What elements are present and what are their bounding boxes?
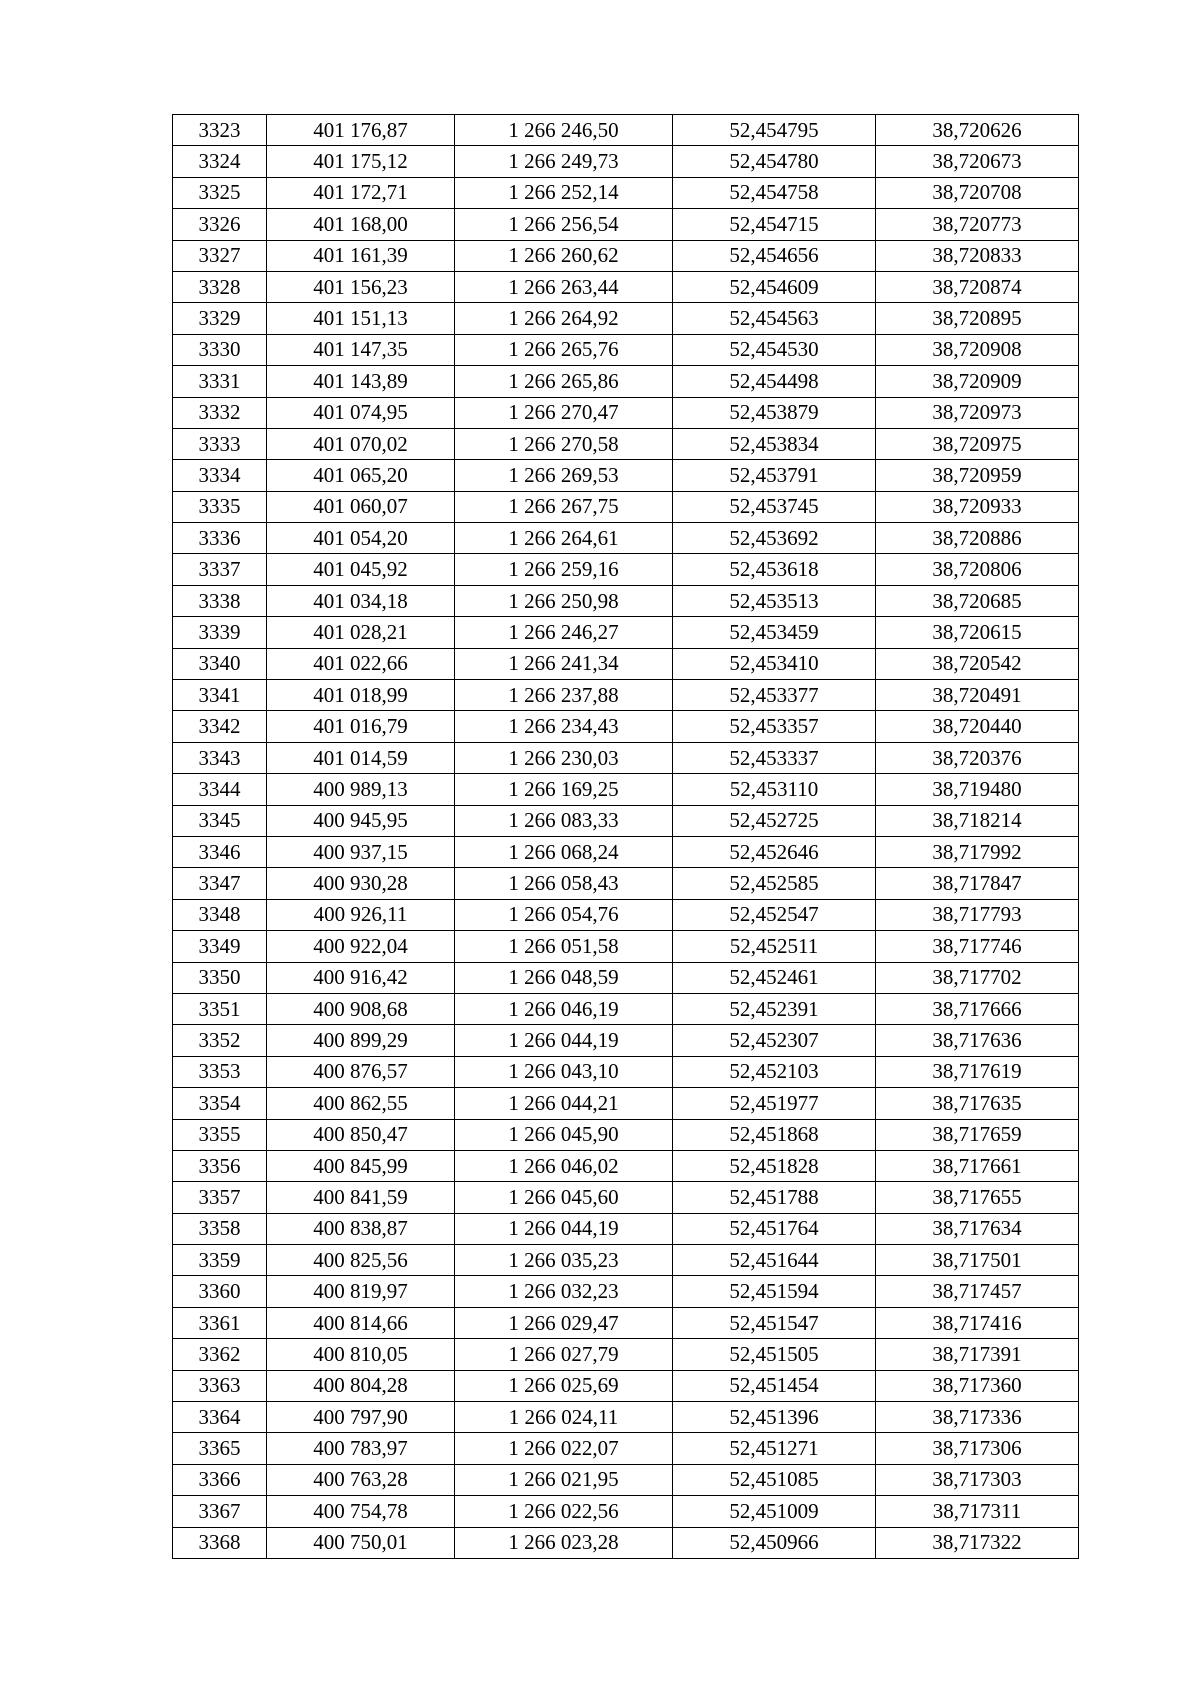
y-coordinate-cell: 1 266 044,19 bbox=[455, 1213, 673, 1244]
y-coordinate-cell: 1 266 025,69 bbox=[455, 1370, 673, 1401]
y-coordinate-cell: 1 266 252,14 bbox=[455, 177, 673, 208]
y-coordinate-cell: 1 266 259,16 bbox=[455, 554, 673, 585]
latitude-cell: 52,454498 bbox=[673, 366, 876, 397]
longitude-cell: 38,720773 bbox=[876, 209, 1079, 240]
y-coordinate-cell: 1 266 265,86 bbox=[455, 366, 673, 397]
longitude-cell: 38,720708 bbox=[876, 177, 1079, 208]
longitude-cell: 38,717661 bbox=[876, 1150, 1079, 1181]
x-coordinate-cell: 400 930,28 bbox=[267, 868, 455, 899]
y-coordinate-cell: 1 266 058,43 bbox=[455, 868, 673, 899]
x-coordinate-cell: 401 054,20 bbox=[267, 523, 455, 554]
table-row bbox=[173, 1464, 1079, 1495]
latitude-cell: 52,451271 bbox=[673, 1433, 876, 1464]
latitude-cell: 52,453834 bbox=[673, 428, 876, 459]
longitude-cell: 38,717391 bbox=[876, 1339, 1079, 1370]
longitude-cell: 38,717311 bbox=[876, 1496, 1079, 1527]
y-coordinate-cell: 1 266 230,03 bbox=[455, 742, 673, 773]
longitude-cell: 38,720615 bbox=[876, 617, 1079, 648]
latitude-cell: 52,451977 bbox=[673, 1088, 876, 1119]
point-number-cell: 3349 bbox=[173, 931, 267, 962]
point-number-cell: 3356 bbox=[173, 1150, 267, 1181]
table-row bbox=[173, 742, 1079, 773]
longitude-cell: 38,720975 bbox=[876, 428, 1079, 459]
latitude-cell: 52,451644 bbox=[673, 1245, 876, 1276]
table-row bbox=[173, 523, 1079, 554]
latitude-cell: 52,453513 bbox=[673, 585, 876, 616]
y-coordinate-cell: 1 266 246,50 bbox=[455, 115, 673, 146]
y-coordinate-cell: 1 266 045,90 bbox=[455, 1119, 673, 1150]
table-row bbox=[173, 836, 1079, 867]
x-coordinate-cell: 401 070,02 bbox=[267, 428, 455, 459]
y-coordinate-cell: 1 266 035,23 bbox=[455, 1245, 673, 1276]
y-coordinate-cell: 1 266 027,79 bbox=[455, 1339, 673, 1370]
point-number-cell: 3352 bbox=[173, 1025, 267, 1056]
table-row bbox=[173, 931, 1079, 962]
point-number-cell: 3334 bbox=[173, 460, 267, 491]
longitude-cell: 38,717634 bbox=[876, 1213, 1079, 1244]
point-number-cell: 3331 bbox=[173, 366, 267, 397]
table-row bbox=[173, 993, 1079, 1024]
longitude-cell: 38,717303 bbox=[876, 1464, 1079, 1495]
latitude-cell: 52,454563 bbox=[673, 303, 876, 334]
point-number-cell: 3338 bbox=[173, 585, 267, 616]
longitude-cell: 38,720908 bbox=[876, 334, 1079, 365]
point-number-cell: 3345 bbox=[173, 805, 267, 836]
x-coordinate-cell: 400 797,90 bbox=[267, 1402, 455, 1433]
longitude-cell: 38,717306 bbox=[876, 1433, 1079, 1464]
point-number-cell: 3366 bbox=[173, 1464, 267, 1495]
longitude-cell: 38,720973 bbox=[876, 397, 1079, 428]
table-row bbox=[173, 680, 1079, 711]
table-row bbox=[173, 397, 1079, 428]
point-number-cell: 3357 bbox=[173, 1182, 267, 1213]
table-row bbox=[173, 805, 1079, 836]
longitude-cell: 38,717336 bbox=[876, 1402, 1079, 1433]
point-number-cell: 3348 bbox=[173, 899, 267, 930]
x-coordinate-cell: 400 825,56 bbox=[267, 1245, 455, 1276]
latitude-cell: 52,453879 bbox=[673, 397, 876, 428]
latitude-cell: 52,453337 bbox=[673, 742, 876, 773]
point-number-cell: 3332 bbox=[173, 397, 267, 428]
longitude-cell: 38,719480 bbox=[876, 774, 1079, 805]
longitude-cell: 38,720376 bbox=[876, 742, 1079, 773]
latitude-cell: 52,453692 bbox=[673, 523, 876, 554]
longitude-cell: 38,717360 bbox=[876, 1370, 1079, 1401]
longitude-cell: 38,720909 bbox=[876, 366, 1079, 397]
point-number-cell: 3368 bbox=[173, 1527, 267, 1558]
table-row bbox=[173, 240, 1079, 271]
latitude-cell: 52,453459 bbox=[673, 617, 876, 648]
x-coordinate-cell: 401 168,00 bbox=[267, 209, 455, 240]
x-coordinate-cell: 401 176,87 bbox=[267, 115, 455, 146]
latitude-cell: 52,453110 bbox=[673, 774, 876, 805]
point-number-cell: 3365 bbox=[173, 1433, 267, 1464]
x-coordinate-cell: 400 945,95 bbox=[267, 805, 455, 836]
x-coordinate-cell: 400 841,59 bbox=[267, 1182, 455, 1213]
point-number-cell: 3333 bbox=[173, 428, 267, 459]
longitude-cell: 38,718214 bbox=[876, 805, 1079, 836]
x-coordinate-cell: 400 838,87 bbox=[267, 1213, 455, 1244]
longitude-cell: 38,717635 bbox=[876, 1088, 1079, 1119]
latitude-cell: 52,452646 bbox=[673, 836, 876, 867]
x-coordinate-cell: 400 845,99 bbox=[267, 1150, 455, 1181]
point-number-cell: 3329 bbox=[173, 303, 267, 334]
x-coordinate-cell: 400 926,11 bbox=[267, 899, 455, 930]
latitude-cell: 52,451828 bbox=[673, 1150, 876, 1181]
y-coordinate-cell: 1 266 044,19 bbox=[455, 1025, 673, 1056]
x-coordinate-cell: 401 065,20 bbox=[267, 460, 455, 491]
longitude-cell: 38,720440 bbox=[876, 711, 1079, 742]
x-coordinate-cell: 401 143,89 bbox=[267, 366, 455, 397]
longitude-cell: 38,720886 bbox=[876, 523, 1079, 554]
y-coordinate-cell: 1 266 023,28 bbox=[455, 1527, 673, 1558]
table-row bbox=[173, 491, 1079, 522]
point-number-cell: 3326 bbox=[173, 209, 267, 240]
x-coordinate-cell: 400 810,05 bbox=[267, 1339, 455, 1370]
y-coordinate-cell: 1 266 068,24 bbox=[455, 836, 673, 867]
table-row bbox=[173, 1433, 1079, 1464]
longitude-cell: 38,717457 bbox=[876, 1276, 1079, 1307]
latitude-cell: 52,453357 bbox=[673, 711, 876, 742]
y-coordinate-cell: 1 266 264,61 bbox=[455, 523, 673, 554]
latitude-cell: 52,450966 bbox=[673, 1527, 876, 1558]
latitude-cell: 52,454656 bbox=[673, 240, 876, 271]
latitude-cell: 52,452391 bbox=[673, 993, 876, 1024]
point-number-cell: 3324 bbox=[173, 146, 267, 177]
coordinates-table bbox=[172, 114, 1079, 1559]
y-coordinate-cell: 1 266 256,54 bbox=[455, 209, 673, 240]
latitude-cell: 52,454609 bbox=[673, 271, 876, 302]
y-coordinate-cell: 1 266 250,98 bbox=[455, 585, 673, 616]
point-number-cell: 3323 bbox=[173, 115, 267, 146]
y-coordinate-cell: 1 266 051,58 bbox=[455, 931, 673, 962]
longitude-cell: 38,717636 bbox=[876, 1025, 1079, 1056]
y-coordinate-cell: 1 266 022,56 bbox=[455, 1496, 673, 1527]
coordinates-table-body bbox=[173, 115, 1079, 1559]
x-coordinate-cell: 401 172,71 bbox=[267, 177, 455, 208]
longitude-cell: 38,717793 bbox=[876, 899, 1079, 930]
table-row bbox=[173, 115, 1079, 146]
point-number-cell: 3358 bbox=[173, 1213, 267, 1244]
y-coordinate-cell: 1 266 024,11 bbox=[455, 1402, 673, 1433]
table-row bbox=[173, 1370, 1079, 1401]
y-coordinate-cell: 1 266 270,47 bbox=[455, 397, 673, 428]
longitude-cell: 38,720806 bbox=[876, 554, 1079, 585]
table-row bbox=[173, 1245, 1079, 1276]
point-number-cell: 3344 bbox=[173, 774, 267, 805]
point-number-cell: 3350 bbox=[173, 962, 267, 993]
x-coordinate-cell: 400 750,01 bbox=[267, 1527, 455, 1558]
point-number-cell: 3340 bbox=[173, 648, 267, 679]
table-row bbox=[173, 460, 1079, 491]
x-coordinate-cell: 401 014,59 bbox=[267, 742, 455, 773]
latitude-cell: 52,451594 bbox=[673, 1276, 876, 1307]
y-coordinate-cell: 1 266 246,27 bbox=[455, 617, 673, 648]
point-number-cell: 3341 bbox=[173, 680, 267, 711]
x-coordinate-cell: 401 074,95 bbox=[267, 397, 455, 428]
y-coordinate-cell: 1 266 270,58 bbox=[455, 428, 673, 459]
longitude-cell: 38,720626 bbox=[876, 115, 1079, 146]
latitude-cell: 52,452511 bbox=[673, 931, 876, 962]
y-coordinate-cell: 1 266 032,23 bbox=[455, 1276, 673, 1307]
y-coordinate-cell: 1 266 046,02 bbox=[455, 1150, 673, 1181]
point-number-cell: 3362 bbox=[173, 1339, 267, 1370]
latitude-cell: 52,453618 bbox=[673, 554, 876, 585]
x-coordinate-cell: 400 819,97 bbox=[267, 1276, 455, 1307]
table-row bbox=[173, 1056, 1079, 1087]
table-row bbox=[173, 1182, 1079, 1213]
latitude-cell: 52,451764 bbox=[673, 1213, 876, 1244]
longitude-cell: 38,720673 bbox=[876, 146, 1079, 177]
latitude-cell: 52,451454 bbox=[673, 1370, 876, 1401]
y-coordinate-cell: 1 266 237,88 bbox=[455, 680, 673, 711]
latitude-cell: 52,451505 bbox=[673, 1339, 876, 1370]
y-coordinate-cell: 1 266 263,44 bbox=[455, 271, 673, 302]
table-row bbox=[173, 774, 1079, 805]
x-coordinate-cell: 401 175,12 bbox=[267, 146, 455, 177]
latitude-cell: 52,453791 bbox=[673, 460, 876, 491]
y-coordinate-cell: 1 266 044,21 bbox=[455, 1088, 673, 1119]
longitude-cell: 38,720491 bbox=[876, 680, 1079, 711]
point-number-cell: 3354 bbox=[173, 1088, 267, 1119]
point-number-cell: 3343 bbox=[173, 742, 267, 773]
x-coordinate-cell: 401 028,21 bbox=[267, 617, 455, 648]
longitude-cell: 38,717666 bbox=[876, 993, 1079, 1024]
point-number-cell: 3325 bbox=[173, 177, 267, 208]
y-coordinate-cell: 1 266 249,73 bbox=[455, 146, 673, 177]
x-coordinate-cell: 400 899,29 bbox=[267, 1025, 455, 1056]
y-coordinate-cell: 1 266 048,59 bbox=[455, 962, 673, 993]
y-coordinate-cell: 1 266 046,19 bbox=[455, 993, 673, 1024]
y-coordinate-cell: 1 266 083,33 bbox=[455, 805, 673, 836]
table-row bbox=[173, 1276, 1079, 1307]
y-coordinate-cell: 1 266 169,25 bbox=[455, 774, 673, 805]
x-coordinate-cell: 400 937,15 bbox=[267, 836, 455, 867]
table-row bbox=[173, 1402, 1079, 1433]
table-row bbox=[173, 1119, 1079, 1150]
x-coordinate-cell: 401 018,99 bbox=[267, 680, 455, 711]
point-number-cell: 3337 bbox=[173, 554, 267, 585]
x-coordinate-cell: 401 151,13 bbox=[267, 303, 455, 334]
point-number-cell: 3364 bbox=[173, 1402, 267, 1433]
x-coordinate-cell: 400 783,97 bbox=[267, 1433, 455, 1464]
table-row bbox=[173, 868, 1079, 899]
point-number-cell: 3330 bbox=[173, 334, 267, 365]
x-coordinate-cell: 400 754,78 bbox=[267, 1496, 455, 1527]
longitude-cell: 38,720933 bbox=[876, 491, 1079, 522]
y-coordinate-cell: 1 266 264,92 bbox=[455, 303, 673, 334]
x-coordinate-cell: 401 161,39 bbox=[267, 240, 455, 271]
point-number-cell: 3327 bbox=[173, 240, 267, 271]
longitude-cell: 38,717659 bbox=[876, 1119, 1079, 1150]
y-coordinate-cell: 1 266 241,34 bbox=[455, 648, 673, 679]
latitude-cell: 52,452461 bbox=[673, 962, 876, 993]
point-number-cell: 3347 bbox=[173, 868, 267, 899]
y-coordinate-cell: 1 266 265,76 bbox=[455, 334, 673, 365]
table-row bbox=[173, 1213, 1079, 1244]
table-row bbox=[173, 1307, 1079, 1338]
table-row bbox=[173, 1088, 1079, 1119]
y-coordinate-cell: 1 266 022,07 bbox=[455, 1433, 673, 1464]
table-row bbox=[173, 1496, 1079, 1527]
latitude-cell: 52,453745 bbox=[673, 491, 876, 522]
latitude-cell: 52,452547 bbox=[673, 899, 876, 930]
table-row bbox=[173, 428, 1079, 459]
point-number-cell: 3361 bbox=[173, 1307, 267, 1338]
longitude-cell: 38,717702 bbox=[876, 962, 1079, 993]
x-coordinate-cell: 400 862,55 bbox=[267, 1088, 455, 1119]
table-row bbox=[173, 334, 1079, 365]
longitude-cell: 38,717322 bbox=[876, 1527, 1079, 1558]
point-number-cell: 3339 bbox=[173, 617, 267, 648]
x-coordinate-cell: 401 156,23 bbox=[267, 271, 455, 302]
latitude-cell: 52,452307 bbox=[673, 1025, 876, 1056]
y-coordinate-cell: 1 266 043,10 bbox=[455, 1056, 673, 1087]
table-row bbox=[173, 1527, 1079, 1558]
latitude-cell: 52,453410 bbox=[673, 648, 876, 679]
latitude-cell: 52,452725 bbox=[673, 805, 876, 836]
table-row bbox=[173, 146, 1079, 177]
latitude-cell: 52,454758 bbox=[673, 177, 876, 208]
x-coordinate-cell: 400 763,28 bbox=[267, 1464, 455, 1495]
point-number-cell: 3367 bbox=[173, 1496, 267, 1527]
x-coordinate-cell: 400 876,57 bbox=[267, 1056, 455, 1087]
table-row bbox=[173, 1339, 1079, 1370]
point-number-cell: 3363 bbox=[173, 1370, 267, 1401]
table-row bbox=[173, 962, 1079, 993]
latitude-cell: 52,452103 bbox=[673, 1056, 876, 1087]
longitude-cell: 38,720959 bbox=[876, 460, 1079, 491]
longitude-cell: 38,717746 bbox=[876, 931, 1079, 962]
y-coordinate-cell: 1 266 269,53 bbox=[455, 460, 673, 491]
x-coordinate-cell: 401 147,35 bbox=[267, 334, 455, 365]
point-number-cell: 3336 bbox=[173, 523, 267, 554]
longitude-cell: 38,717501 bbox=[876, 1245, 1079, 1276]
y-coordinate-cell: 1 266 234,43 bbox=[455, 711, 673, 742]
longitude-cell: 38,717416 bbox=[876, 1307, 1079, 1338]
point-number-cell: 3355 bbox=[173, 1119, 267, 1150]
latitude-cell: 52,451788 bbox=[673, 1182, 876, 1213]
table-row bbox=[173, 271, 1079, 302]
table-row bbox=[173, 1025, 1079, 1056]
table-row bbox=[173, 648, 1079, 679]
latitude-cell: 52,452585 bbox=[673, 868, 876, 899]
longitude-cell: 38,720685 bbox=[876, 585, 1079, 616]
latitude-cell: 52,454530 bbox=[673, 334, 876, 365]
longitude-cell: 38,720874 bbox=[876, 271, 1079, 302]
x-coordinate-cell: 400 850,47 bbox=[267, 1119, 455, 1150]
latitude-cell: 52,451868 bbox=[673, 1119, 876, 1150]
y-coordinate-cell: 1 266 021,95 bbox=[455, 1464, 673, 1495]
latitude-cell: 52,451396 bbox=[673, 1402, 876, 1433]
y-coordinate-cell: 1 266 260,62 bbox=[455, 240, 673, 271]
point-number-cell: 3359 bbox=[173, 1245, 267, 1276]
point-number-cell: 3351 bbox=[173, 993, 267, 1024]
table-row bbox=[173, 554, 1079, 585]
x-coordinate-cell: 400 814,66 bbox=[267, 1307, 455, 1338]
latitude-cell: 52,451009 bbox=[673, 1496, 876, 1527]
longitude-cell: 38,720895 bbox=[876, 303, 1079, 334]
latitude-cell: 52,451547 bbox=[673, 1307, 876, 1338]
point-number-cell: 3328 bbox=[173, 271, 267, 302]
y-coordinate-cell: 1 266 267,75 bbox=[455, 491, 673, 522]
table-row bbox=[173, 209, 1079, 240]
table-row bbox=[173, 899, 1079, 930]
table-row bbox=[173, 366, 1079, 397]
x-coordinate-cell: 400 916,42 bbox=[267, 962, 455, 993]
point-number-cell: 3342 bbox=[173, 711, 267, 742]
longitude-cell: 38,717619 bbox=[876, 1056, 1079, 1087]
x-coordinate-cell: 400 922,04 bbox=[267, 931, 455, 962]
x-coordinate-cell: 401 045,92 bbox=[267, 554, 455, 585]
table-row bbox=[173, 1150, 1079, 1181]
table-row bbox=[173, 711, 1079, 742]
longitude-cell: 38,717992 bbox=[876, 836, 1079, 867]
longitude-cell: 38,717655 bbox=[876, 1182, 1079, 1213]
x-coordinate-cell: 401 022,66 bbox=[267, 648, 455, 679]
x-coordinate-cell: 400 804,28 bbox=[267, 1370, 455, 1401]
x-coordinate-cell: 400 989,13 bbox=[267, 774, 455, 805]
table-row bbox=[173, 177, 1079, 208]
latitude-cell: 52,453377 bbox=[673, 680, 876, 711]
y-coordinate-cell: 1 266 045,60 bbox=[455, 1182, 673, 1213]
table-row bbox=[173, 585, 1079, 616]
longitude-cell: 38,720542 bbox=[876, 648, 1079, 679]
table-row bbox=[173, 617, 1079, 648]
table-row bbox=[173, 303, 1079, 334]
x-coordinate-cell: 401 060,07 bbox=[267, 491, 455, 522]
longitude-cell: 38,717847 bbox=[876, 868, 1079, 899]
latitude-cell: 52,451085 bbox=[673, 1464, 876, 1495]
x-coordinate-cell: 401 016,79 bbox=[267, 711, 455, 742]
x-coordinate-cell: 401 034,18 bbox=[267, 585, 455, 616]
x-coordinate-cell: 400 908,68 bbox=[267, 993, 455, 1024]
point-number-cell: 3335 bbox=[173, 491, 267, 522]
longitude-cell: 38,720833 bbox=[876, 240, 1079, 271]
y-coordinate-cell: 1 266 029,47 bbox=[455, 1307, 673, 1338]
latitude-cell: 52,454780 bbox=[673, 146, 876, 177]
latitude-cell: 52,454715 bbox=[673, 209, 876, 240]
point-number-cell: 3360 bbox=[173, 1276, 267, 1307]
y-coordinate-cell: 1 266 054,76 bbox=[455, 899, 673, 930]
latitude-cell: 52,454795 bbox=[673, 115, 876, 146]
point-number-cell: 3353 bbox=[173, 1056, 267, 1087]
point-number-cell: 3346 bbox=[173, 836, 267, 867]
